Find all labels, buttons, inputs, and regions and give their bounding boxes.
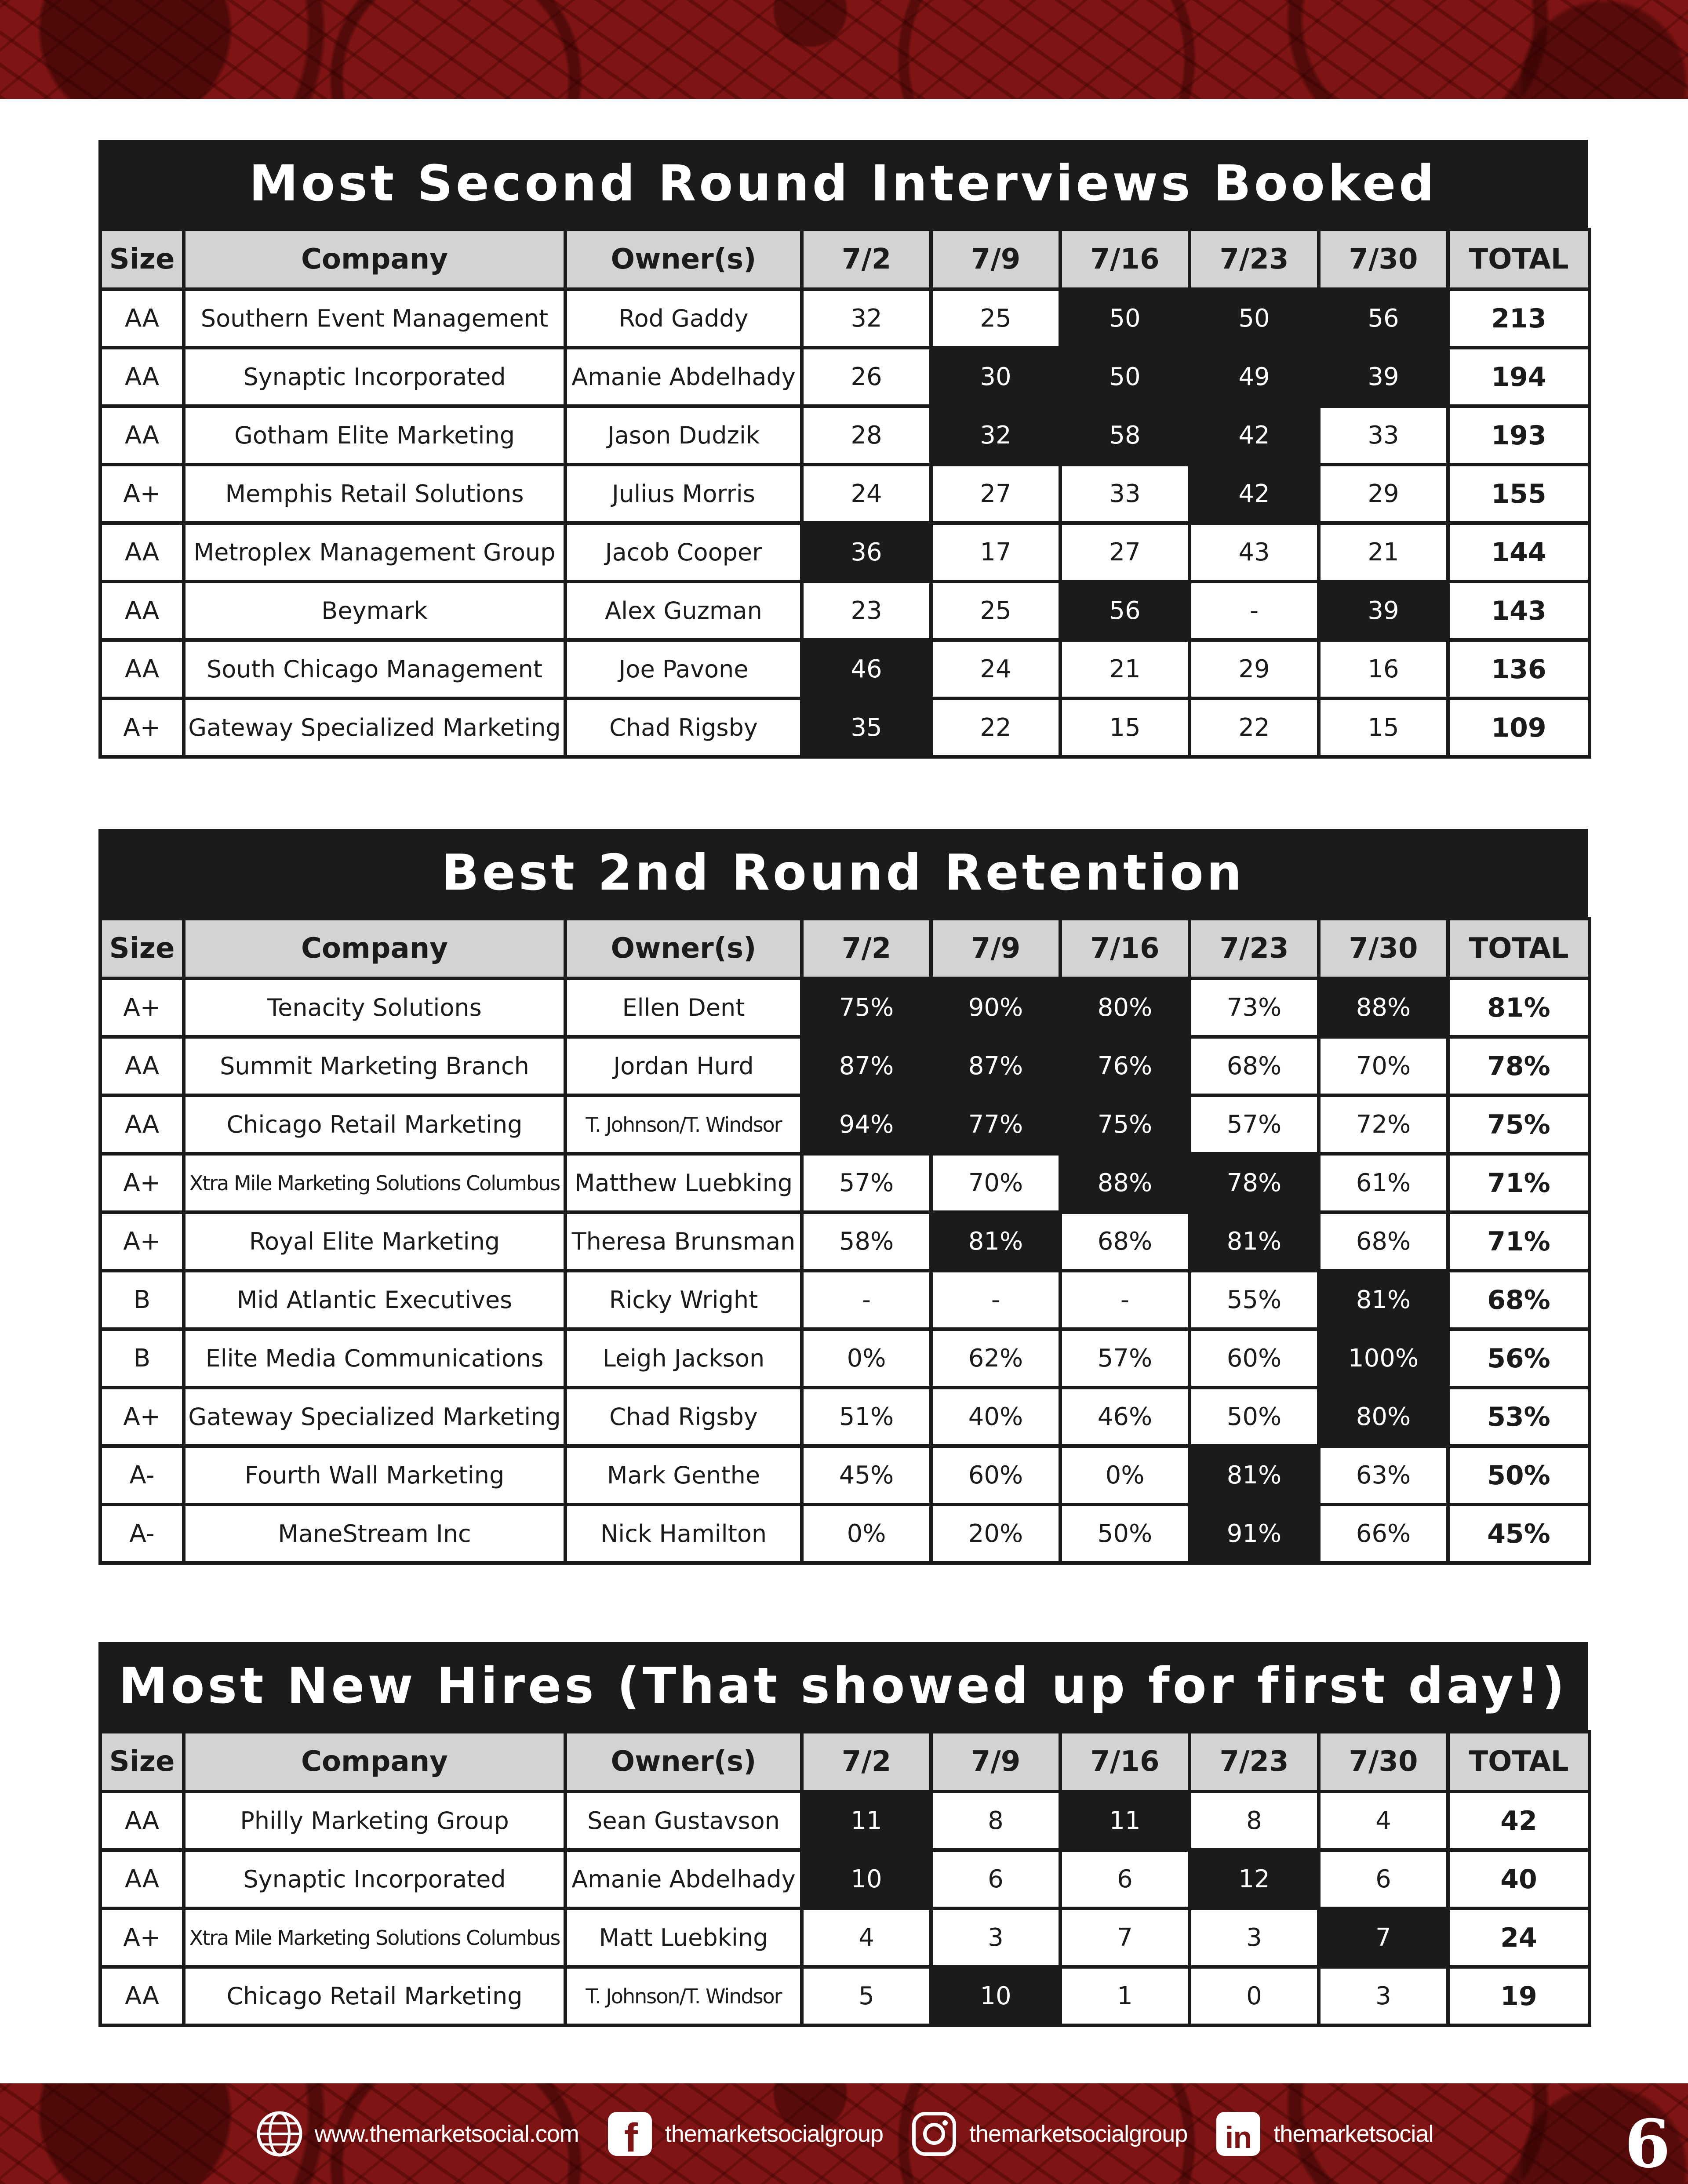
cell-size: B [100,1271,184,1329]
cell-week-5: 70% [1319,1037,1448,1095]
cell-week-2: 22 [931,698,1060,757]
cell-owner: Ricky Wright [565,1271,802,1329]
cell-week-2-highlighted: 10 [931,1967,1060,2025]
table-row [100,406,1590,465]
cell-week-1: 45% [802,1446,931,1504]
cell-week-5-highlighted: 56 [1319,289,1448,348]
cell-week-4-highlighted: 81% [1190,1446,1319,1504]
table-row [100,1271,1590,1329]
cell-company: Xtra Mile Marketing Solutions Columbus [184,1908,565,1967]
cell-week-4-highlighted: 42 [1190,465,1319,523]
cell-week-5-highlighted: 88% [1319,978,1448,1037]
cell-company: Chicago Retail Marketing [184,1967,565,2025]
cell-week-2: 20% [931,1504,1060,1563]
cell-total: 42 [1448,1792,1590,1850]
linkedin-icon [1214,2109,1263,2159]
cell-week-2: 40% [931,1388,1060,1446]
cell-week-1-highlighted: 10 [802,1850,931,1908]
section-title: Most New Hires (That showed up for first day!) [98,1642,1588,1730]
cell-size: B [100,1329,184,1388]
cell-week-1: 4 [802,1908,931,1967]
cell-week-2: 3 [931,1908,1060,1967]
cell-week-4: 68% [1190,1037,1319,1095]
header-row [100,919,1590,978]
cell-week-1-highlighted: 94% [802,1095,931,1154]
column-header-size: Size [100,1732,184,1792]
column-header-week-4: 7/23 [1190,1732,1319,1792]
column-header-week-3: 7/16 [1060,1732,1190,1792]
cell-week-5: 3 [1319,1967,1448,2025]
cell-week-5: 72% [1319,1095,1448,1154]
cell-owner: Matt Luebking [565,1908,802,1967]
cell-week-1: 24 [802,465,931,523]
table-row [100,1037,1590,1095]
cell-week-3: 57% [1060,1329,1190,1388]
instagram-text: themarketsocialgroup [969,2120,1188,2147]
cell-total: 45% [1448,1504,1590,1563]
cell-week-2-highlighted: 32 [931,406,1060,465]
table-row [100,465,1590,523]
column-header-owner: Owner(s) [565,229,802,289]
linkedin-link[interactable] [1214,2109,1433,2159]
cell-total: 50% [1448,1446,1590,1504]
cell-week-2: - [931,1271,1060,1329]
cell-company: Synaptic Incorporated [184,348,565,406]
cell-size: A+ [100,1388,184,1446]
cell-company: Elite Media Communications [184,1329,565,1388]
cell-total: 71% [1448,1212,1590,1271]
cell-company: Philly Marketing Group [184,1792,565,1850]
cell-week-3: 1 [1060,1967,1190,2025]
column-header-company: Company [184,229,565,289]
cell-week-5: 61% [1319,1154,1448,1212]
cell-week-4: 43 [1190,523,1319,581]
cell-size: AA [100,1792,184,1850]
cell-owner: Alex Guzman [565,581,802,640]
cell-week-2: 25 [931,289,1060,348]
cell-company: Gotham Elite Marketing [184,406,565,465]
cell-week-1: 28 [802,406,931,465]
cell-week-3-highlighted: 11 [1060,1792,1190,1850]
cell-week-3-highlighted: 88% [1060,1154,1190,1212]
cell-week-1: 58% [802,1212,931,1271]
cell-week-2: 27 [931,465,1060,523]
cell-size: A+ [100,465,184,523]
cell-week-5: 4 [1319,1792,1448,1850]
section-new-hires [98,1642,1588,2027]
column-header-week-3: 7/16 [1060,919,1190,978]
cell-week-5: 15 [1319,698,1448,757]
cell-week-1-highlighted: 46 [802,640,931,698]
cell-week-3: 15 [1060,698,1190,757]
ranking-table [98,228,1591,759]
table-row [100,698,1590,757]
cell-week-1-highlighted: 36 [802,523,931,581]
cell-week-1: 57% [802,1154,931,1212]
cell-owner: Nick Hamilton [565,1504,802,1563]
cell-week-5: 16 [1319,640,1448,698]
column-header-week-1: 7/2 [802,1732,931,1792]
cell-company: Summit Marketing Branch [184,1037,565,1095]
cell-owner: Mark Genthe [565,1446,802,1504]
cell-owner: Ellen Dent [565,978,802,1037]
cell-week-2-highlighted: 87% [931,1037,1060,1095]
column-header-owner: Owner(s) [565,1732,802,1792]
globe-icon [255,2109,304,2159]
cell-company: Synaptic Incorporated [184,1850,565,1908]
cell-week-1-highlighted: 75% [802,978,931,1037]
cell-owner: Jordan Hurd [565,1037,802,1095]
cell-week-2-highlighted: 90% [931,978,1060,1037]
cell-total: 24 [1448,1908,1590,1967]
cell-week-3-highlighted: 75% [1060,1095,1190,1154]
cell-week-5: 63% [1319,1446,1448,1504]
column-header-company: Company [184,919,565,978]
table-row [100,1850,1590,1908]
cell-week-3: 46% [1060,1388,1190,1446]
cell-total: 71% [1448,1154,1590,1212]
cell-size: AA [100,581,184,640]
cell-week-2-highlighted: 81% [931,1212,1060,1271]
cell-company: Tenacity Solutions [184,978,565,1037]
cell-size: A+ [100,1154,184,1212]
cell-size: A+ [100,698,184,757]
cell-size: AA [100,1037,184,1095]
cell-week-2: 24 [931,640,1060,698]
section-interviews-booked [98,140,1588,759]
column-header-company: Company [184,1732,565,1792]
cell-week-2: 8 [931,1792,1060,1850]
cell-owner: Joe Pavone [565,640,802,698]
cell-week-2-highlighted: 30 [931,348,1060,406]
cell-week-3-highlighted: 58 [1060,406,1190,465]
cell-week-1: 32 [802,289,931,348]
cell-week-1-highlighted: 87% [802,1037,931,1095]
website-link[interactable] [255,2109,579,2159]
cell-total: 56% [1448,1329,1590,1388]
cell-total: 109 [1448,698,1590,757]
page-number: 6 [1624,2105,1670,2183]
cell-owner: Sean Gustavson [565,1792,802,1850]
cell-company: Fourth Wall Marketing [184,1446,565,1504]
cell-total: 143 [1448,581,1590,640]
cell-total: 81% [1448,978,1590,1037]
cell-week-3: 27 [1060,523,1190,581]
column-header-week-4: 7/23 [1190,229,1319,289]
cell-week-5: 68% [1319,1212,1448,1271]
cell-week-4: 60% [1190,1329,1319,1388]
section-retention [98,829,1588,1565]
cell-week-4-highlighted: 81% [1190,1212,1319,1271]
cell-week-5: 29 [1319,465,1448,523]
facebook-link[interactable] [605,2109,883,2159]
cell-total: 75% [1448,1095,1590,1154]
cell-week-2: 62% [931,1329,1060,1388]
cell-week-4: 57% [1190,1095,1319,1154]
cell-owner: Chad Rigsby [565,1388,802,1446]
cell-company: Royal Elite Marketing [184,1212,565,1271]
column-header-owner: Owner(s) [565,919,802,978]
cell-size: A+ [100,1212,184,1271]
column-header-week-1: 7/2 [802,229,931,289]
cell-size: A+ [100,978,184,1037]
cell-week-4-highlighted: 50 [1190,289,1319,348]
cell-size: AA [100,1967,184,2025]
cell-total: 40 [1448,1850,1590,1908]
cell-week-5: 33 [1319,406,1448,465]
cell-week-1: 0% [802,1504,931,1563]
cell-week-4: 29 [1190,640,1319,698]
cell-total: 136 [1448,640,1590,698]
cell-size: AA [100,523,184,581]
cell-week-4-highlighted: 91% [1190,1504,1319,1563]
cell-total: 19 [1448,1967,1590,2025]
table-row [100,348,1590,406]
cell-size: AA [100,289,184,348]
cell-week-3: 7 [1060,1908,1190,1967]
cell-week-5-highlighted: 39 [1319,348,1448,406]
cell-week-5-highlighted: 80% [1319,1388,1448,1446]
cell-week-4: 55% [1190,1271,1319,1329]
table-row [100,1388,1590,1446]
cell-week-3: 0% [1060,1446,1190,1504]
cell-week-4-highlighted: 42 [1190,406,1319,465]
column-header-week-1: 7/2 [802,919,931,978]
cell-owner: Jacob Cooper [565,523,802,581]
cell-week-4: - [1190,581,1319,640]
cell-company: Chicago Retail Marketing [184,1095,565,1154]
cell-week-5: 21 [1319,523,1448,581]
cell-week-3: - [1060,1271,1190,1329]
cell-week-3: 50% [1060,1504,1190,1563]
header-row [100,1732,1590,1792]
svg-text:f: f [624,2115,637,2159]
cell-week-5: 66% [1319,1504,1448,1563]
cell-week-4: 22 [1190,698,1319,757]
cell-company: Mid Atlantic Executives [184,1271,565,1329]
cell-week-2: 25 [931,581,1060,640]
column-header-size: Size [100,229,184,289]
column-header-size: Size [100,919,184,978]
cell-company: South Chicago Management [184,640,565,698]
ranking-table [98,1730,1591,2027]
cell-week-3: 68% [1060,1212,1190,1271]
header-row [100,229,1590,289]
column-header-week-5: 7/30 [1319,919,1448,978]
cell-week-4-highlighted: 12 [1190,1850,1319,1908]
ranking-table [98,917,1591,1565]
cell-week-3-highlighted: 56 [1060,581,1190,640]
cell-total: 155 [1448,465,1590,523]
cell-week-4: 73% [1190,978,1319,1037]
cell-week-1: 5 [802,1967,931,2025]
table-row [100,1446,1590,1504]
section-title: Best 2nd Round Retention [98,829,1588,917]
cell-total: 68% [1448,1271,1590,1329]
cell-week-2: 6 [931,1850,1060,1908]
cell-week-5-highlighted: 7 [1319,1908,1448,1967]
cell-company: Xtra Mile Marketing Solutions Columbus [184,1154,565,1212]
column-header-week-5: 7/30 [1319,1732,1448,1792]
cell-company: ManeStream Inc [184,1504,565,1563]
cell-total: 144 [1448,523,1590,581]
table-row [100,978,1590,1037]
cell-owner: Amanie Abdelhady [565,1850,802,1908]
cell-company: Beymark [184,581,565,640]
cell-owner: Chad Rigsby [565,698,802,757]
cell-week-1-highlighted: 35 [802,698,931,757]
column-header-week-3: 7/16 [1060,229,1190,289]
cell-week-1-highlighted: 11 [802,1792,931,1850]
cell-week-3: 33 [1060,465,1190,523]
column-header-week-2: 7/9 [931,1732,1060,1792]
cell-week-5-highlighted: 81% [1319,1271,1448,1329]
cell-owner: Matthew Luebking [565,1154,802,1212]
cell-week-3: 21 [1060,640,1190,698]
cell-size: AA [100,1850,184,1908]
cell-week-1: 0% [802,1329,931,1388]
table-row [100,1329,1590,1388]
cell-size: AA [100,348,184,406]
column-header-week-2: 7/9 [931,229,1060,289]
cell-week-4: 50% [1190,1388,1319,1446]
cell-owner: Amanie Abdelhady [565,348,802,406]
column-header-total: TOTAL [1448,1732,1590,1792]
table-row [100,1504,1590,1563]
cell-week-3-highlighted: 50 [1060,289,1190,348]
table-row [100,1212,1590,1271]
linkedin-text: themarketsocial [1273,2120,1433,2147]
column-header-total: TOTAL [1448,229,1590,289]
cell-owner: Jason Dudzik [565,406,802,465]
facebook-text: themarketsocialgroup [665,2120,884,2147]
cell-week-4: 0 [1190,1967,1319,2025]
table-row [100,1967,1590,2025]
cell-week-1: 23 [802,581,931,640]
cell-size: A- [100,1504,184,1563]
cell-week-3-highlighted: 80% [1060,978,1190,1037]
cell-company: Memphis Retail Solutions [184,465,565,523]
cell-company: Gateway Specialized Marketing [184,698,565,757]
cell-week-4-highlighted: 49 [1190,348,1319,406]
table-row [100,1792,1590,1850]
table-row [100,1095,1590,1154]
cell-size: AA [100,640,184,698]
cell-size: A+ [100,1908,184,1967]
cell-week-2: 60% [931,1446,1060,1504]
cell-total: 53% [1448,1388,1590,1446]
cell-size: AA [100,1095,184,1154]
cell-week-5: 6 [1319,1850,1448,1908]
table-row [100,523,1590,581]
instagram-icon [909,2109,959,2159]
svg-text:in: in [1225,2120,1252,2155]
cell-total: 194 [1448,348,1590,406]
cell-company: Metroplex Management Group [184,523,565,581]
cell-week-4-highlighted: 78% [1190,1154,1319,1212]
cell-owner: T. Johnson/T. Windsor [565,1967,802,2025]
table-row [100,1908,1590,1967]
cell-week-1: - [802,1271,931,1329]
footer-social-links [0,2083,1688,2184]
cell-week-5-highlighted: 39 [1319,581,1448,640]
cell-week-2-highlighted: 77% [931,1095,1060,1154]
cell-week-2: 70% [931,1154,1060,1212]
cell-company: Southern Event Management [184,289,565,348]
cell-total: 193 [1448,406,1590,465]
cell-owner: Rod Gaddy [565,289,802,348]
table-row [100,1154,1590,1212]
column-header-week-4: 7/23 [1190,919,1319,978]
cell-week-4: 3 [1190,1908,1319,1967]
cell-total: 78% [1448,1037,1590,1095]
cell-week-3-highlighted: 50 [1060,348,1190,406]
cell-owner: Leigh Jackson [565,1329,802,1388]
cell-week-4: 8 [1190,1792,1319,1850]
cell-week-1: 51% [802,1388,931,1446]
cell-owner: Theresa Brunsman [565,1212,802,1271]
cell-size: A- [100,1446,184,1504]
cell-week-1: 26 [802,348,931,406]
table-row [100,640,1590,698]
cell-company: Gateway Specialized Marketing [184,1388,565,1446]
cell-size: AA [100,406,184,465]
cell-week-3-highlighted: 76% [1060,1037,1190,1095]
cell-week-5-highlighted: 100% [1319,1329,1448,1388]
facebook-icon [605,2109,655,2159]
cell-total: 213 [1448,289,1590,348]
cell-owner: Julius Morris [565,465,802,523]
cell-owner: T. Johnson/T. Windsor [565,1095,802,1154]
table-row [100,581,1590,640]
column-header-week-2: 7/9 [931,919,1060,978]
column-header-total: TOTAL [1448,919,1590,978]
instagram-link[interactable] [909,2109,1187,2159]
column-header-week-5: 7/30 [1319,229,1448,289]
cell-week-2: 17 [931,523,1060,581]
website-text: www.themarketsocial.com [314,2120,579,2147]
table-row [100,289,1590,348]
top-decorative-band [0,0,1688,99]
section-title: Most Second Round Interviews Booked [98,140,1588,228]
cell-week-3: 6 [1060,1850,1190,1908]
